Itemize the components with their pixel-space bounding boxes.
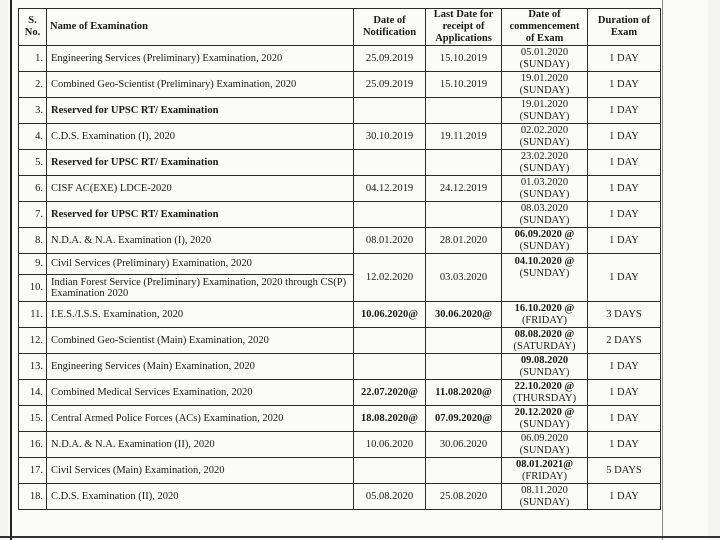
start-date: 08.08.2020 @	[514, 328, 575, 340]
exam-name-cell: Central Armed Police Forces (ACs) Examination, 2020	[47, 406, 354, 432]
notification-cell: 05.08.2020	[354, 484, 426, 510]
sno-cell: 18.	[19, 484, 47, 510]
commencement-cell	[502, 150, 588, 176]
duration-cell: 1 DAY	[588, 124, 661, 150]
duration-cell: 5 DAYS	[588, 458, 661, 484]
duration-cell: 2 DAYS	[588, 328, 661, 354]
table-row	[19, 176, 661, 202]
table-row	[19, 98, 661, 124]
commencement-cell	[502, 458, 588, 484]
sno-cell: 8.	[19, 228, 47, 254]
start-date: 04.10.2020 @	[514, 256, 575, 267]
duration-cell: 1 DAY	[588, 72, 661, 98]
exam-name-cell: Combined Geo-Scientist (Preliminary) Examination, 2020	[47, 72, 354, 98]
start-day: (SUNDAY)	[519, 240, 570, 252]
start-day: (SUNDAY)	[519, 84, 570, 96]
page-bottom-edge	[0, 536, 720, 538]
notification-cell	[354, 150, 426, 176]
table-row	[19, 202, 661, 228]
table-row	[19, 72, 661, 98]
start-day: (SUNDAY)	[519, 110, 570, 122]
duration-cell: 1 DAY	[588, 406, 661, 432]
start-date: 20.12.2020 @	[514, 406, 575, 418]
notification-cell: 25.09.2019	[354, 46, 426, 72]
last-date-cell	[426, 354, 502, 380]
table-row	[19, 406, 661, 432]
table-body	[19, 46, 661, 510]
start-date: 05.01.2020	[520, 46, 569, 58]
sno-cell: 15.	[19, 406, 47, 432]
notification-cell: 10.06.2020@	[354, 302, 426, 328]
commencement-cell	[502, 406, 588, 432]
last-date-cell	[426, 202, 502, 228]
table-row	[19, 302, 661, 328]
notification-cell: 18.08.2020@	[354, 406, 426, 432]
commencement-cell	[502, 328, 588, 354]
notification-cell	[354, 328, 426, 354]
notification-cell: 08.01.2020	[354, 228, 426, 254]
notification-cell: 22.07.2020@	[354, 380, 426, 406]
sno-cell: 14.	[19, 380, 47, 406]
table-row	[19, 380, 661, 406]
start-day: (SUNDAY)	[519, 366, 570, 378]
start-date: 09.08.2020	[520, 354, 569, 366]
start-date: 08.11.2020	[521, 484, 568, 496]
last-date-cell	[426, 98, 502, 124]
sno-cell: 7.	[19, 202, 47, 228]
commencement-cell	[502, 254, 588, 302]
start-date: 08.03.2020	[520, 202, 569, 214]
start-day: (SUNDAY)	[519, 136, 570, 148]
notification-cell: 25.09.2019	[354, 72, 426, 98]
last-date-cell: 03.03.2020	[426, 254, 502, 302]
last-date-cell	[426, 328, 502, 354]
start-date: 19.01.2020	[520, 72, 569, 84]
header-duration: Duration of Exam	[588, 9, 661, 46]
duration-cell: 1 DAY	[588, 176, 661, 202]
notification-cell	[354, 354, 426, 380]
duration-cell: 1 DAY	[588, 254, 661, 302]
notification-cell	[354, 98, 426, 124]
commencement-cell	[502, 432, 588, 458]
sno-cell: 17.	[19, 458, 47, 484]
start-day: (SUNDAY)	[519, 418, 570, 430]
sno-cell: 5.	[19, 150, 47, 176]
header-last-date: Last Date for receipt of Applications	[426, 9, 502, 46]
commencement-cell	[502, 354, 588, 380]
last-date-cell: 15.10.2019	[426, 46, 502, 72]
start-date: 23.02.2020	[520, 150, 569, 162]
duration-cell: 1 DAY	[588, 380, 661, 406]
start-day: (SUNDAY)	[519, 188, 570, 200]
start-day: (FRIDAY)	[521, 470, 568, 482]
sno-cell: 10.	[19, 275, 47, 302]
commencement-cell	[502, 124, 588, 150]
duration-cell: 1 DAY	[588, 202, 661, 228]
notification-cell: 04.12.2019	[354, 176, 426, 202]
exam-name-cell: Indian Forest Service (Preliminary) Examination, 2020 through CS(P) Examination 2020	[47, 275, 354, 302]
commencement-cell	[502, 302, 588, 328]
exam-name-cell: N.D.A. & N.A. Examination (II), 2020	[47, 432, 354, 458]
duration-cell: 1 DAY	[588, 228, 661, 254]
duration-cell: 1 DAY	[588, 432, 661, 458]
last-date-cell: 28.01.2020	[426, 228, 502, 254]
exam-name-cell: CISF AC(EXE) LDCE-2020	[47, 176, 354, 202]
last-date-cell: 19.11.2019	[426, 124, 502, 150]
last-date-cell	[426, 150, 502, 176]
commencement-cell	[502, 98, 588, 124]
exam-name-cell: Civil Services (Main) Examination, 2020	[47, 458, 354, 484]
last-date-cell: 15.10.2019	[426, 72, 502, 98]
duration-cell: 1 DAY	[588, 46, 661, 72]
exam-name-cell: C.D.S. Examination (II), 2020	[47, 484, 354, 510]
start-day: (SUNDAY)	[519, 496, 570, 508]
last-date-cell: 30.06.2020	[426, 432, 502, 458]
start-date: 08.01.2021@	[515, 458, 574, 470]
header-name: Name of Examination	[47, 9, 354, 46]
sno-cell: 11.	[19, 302, 47, 328]
exam-name-cell: Reserved for UPSC RT/ Examination	[47, 98, 354, 124]
commencement-cell	[502, 484, 588, 510]
start-day: (SUNDAY)	[519, 58, 570, 70]
notification-cell: 30.10.2019	[354, 124, 426, 150]
notification-cell	[354, 458, 426, 484]
sno-cell: 3.	[19, 98, 47, 124]
exam-name-cell: Reserved for UPSC RT/ Examination	[47, 202, 354, 228]
table-row	[19, 228, 661, 254]
last-date-cell: 30.06.2020@	[426, 302, 502, 328]
exam-name-cell: Engineering Services (Main) Examination, 2020	[47, 354, 354, 380]
header-notification: Date of Notification	[354, 9, 426, 46]
duration-cell: 1 DAY	[588, 354, 661, 380]
notification-cell: 12.02.2020	[354, 254, 426, 302]
table-row	[19, 150, 661, 176]
start-day: (SUNDAY)	[519, 214, 570, 226]
last-date-cell	[426, 458, 502, 484]
last-date-cell: 24.12.2019	[426, 176, 502, 202]
start-day: (SUNDAY)	[519, 162, 570, 174]
table-row	[19, 254, 661, 275]
duration-cell: 1 DAY	[588, 150, 661, 176]
start-date: 19.01.2020	[520, 98, 569, 110]
commencement-cell	[502, 380, 588, 406]
exam-name-cell: I.E.S./I.S.S. Examination, 2020	[47, 302, 354, 328]
sno-cell: 2.	[19, 72, 47, 98]
header-commencement: Date of commencement of Exam	[502, 9, 588, 46]
start-day: (THURSDAY)	[512, 392, 577, 404]
duration-cell: 1 DAY	[588, 484, 661, 510]
last-date-cell: 25.08.2020	[426, 484, 502, 510]
exam-name-cell: N.D.A. & N.A. Examination (I), 2020	[47, 228, 354, 254]
page-left-edge	[10, 0, 12, 540]
start-date: 06.09.2020 @	[514, 228, 575, 240]
table-row	[19, 124, 661, 150]
start-day: (SUNDAY)	[519, 268, 570, 279]
exam-name-cell: Civil Services (Preliminary) Examination, 2020	[47, 254, 354, 275]
commencement-cell	[502, 228, 588, 254]
table-row	[19, 46, 661, 72]
duration-cell: 1 DAY	[588, 98, 661, 124]
start-date: 22.10.2020 @	[514, 380, 575, 392]
last-date-cell: 11.08.2020@	[426, 380, 502, 406]
sno-cell: 4.	[19, 124, 47, 150]
sno-cell: 1.	[19, 46, 47, 72]
notification-cell: 10.06.2020	[354, 432, 426, 458]
exam-name-cell: C.D.S. Examination (I), 2020	[47, 124, 354, 150]
sno-cell: 6.	[19, 176, 47, 202]
exam-name-cell: Combined Geo-Scientist (Main) Examination, 2020	[47, 328, 354, 354]
start-date: 06.09.2020	[520, 432, 569, 444]
table-row	[19, 458, 661, 484]
table-row	[19, 484, 661, 510]
commencement-cell	[502, 72, 588, 98]
table-row	[19, 328, 661, 354]
sno-cell: 9.	[19, 254, 47, 275]
last-date-cell: 07.09.2020@	[426, 406, 502, 432]
sno-cell: 16.	[19, 432, 47, 458]
start-day: (FRIDAY)	[521, 314, 568, 326]
exam-name-cell: Reserved for UPSC RT/ Examination	[47, 150, 354, 176]
duration-cell: 3 DAYS	[588, 302, 661, 328]
start-date: 16.10.2020 @	[514, 302, 575, 314]
table-row	[19, 432, 661, 458]
start-day: (SUNDAY)	[519, 444, 570, 456]
exam-name-cell: Engineering Services (Preliminary) Examination, 2020	[47, 46, 354, 72]
sno-cell: 12.	[19, 328, 47, 354]
exam-name-cell: Combined Medical Services Examination, 2020	[47, 380, 354, 406]
exam-calendar-table	[18, 8, 661, 510]
commencement-cell	[502, 202, 588, 228]
start-date: 01.03.2020	[520, 176, 569, 188]
header-sno: S. No.	[19, 9, 47, 46]
notification-cell	[354, 202, 426, 228]
start-day: (SATURDAY)	[513, 340, 576, 352]
start-date: 02.02.2020	[520, 124, 569, 136]
commencement-cell	[502, 176, 588, 202]
sno-cell: 13.	[19, 354, 47, 380]
page-right-edge	[662, 0, 663, 540]
commencement-cell	[502, 46, 588, 72]
header-row	[19, 9, 661, 46]
table-row	[19, 354, 661, 380]
